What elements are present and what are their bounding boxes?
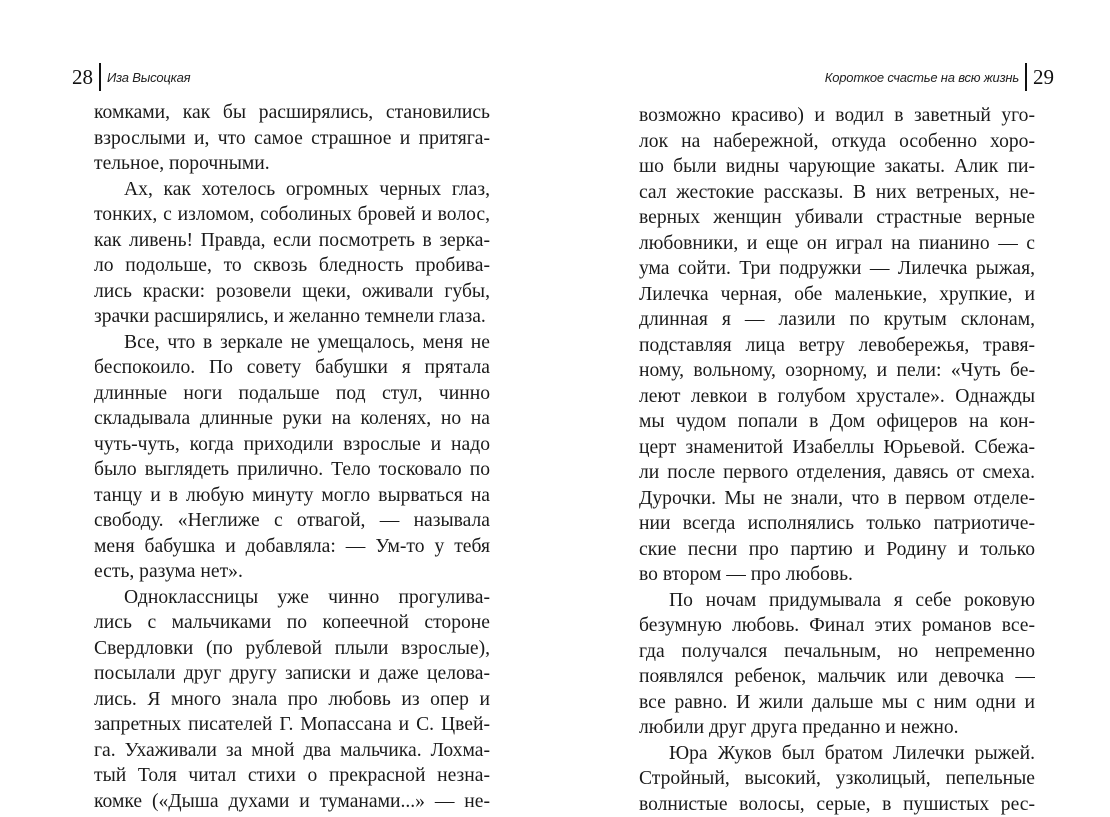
running-head-divider — [99, 63, 101, 91]
text-line: было выглядеть прилично. Тело тосковало по — [94, 457, 490, 483]
text-line: все равно. И жили дальше мы с ним одни и — [639, 690, 1035, 716]
text-line: зрачки расширялись, и желанно темнели глаза. — [94, 304, 490, 330]
right-running-head-title: Короткое счастье на всю жизнь — [825, 70, 1019, 85]
text-line: меня бабушка и добавляла: — Ум-то у тебя — [94, 534, 490, 560]
text-line: Одноклассницы уже чинно прогулива- — [94, 585, 490, 611]
right-page — [555, 0, 1110, 800]
text-line: Лилечка черная, обе маленькие, хрупкие, и — [639, 282, 1035, 308]
text-line: возможно красиво) и водил в заветный уго- — [639, 103, 1035, 129]
right-page-text — [639, 103, 1035, 817]
left-running-head — [72, 63, 190, 91]
right-page-number: 29 — [1033, 67, 1054, 88]
text-line: ло подольше, то сквозь бледность пробива- — [94, 253, 490, 279]
text-line: ские песни про партию и Родину и только — [639, 537, 1035, 563]
text-line: Юра Жуков был братом Лилечки рыжей. — [639, 741, 1035, 767]
text-line: длинная я — лазили по крутым склонам, — [639, 307, 1035, 333]
text-line: волнистые волосы, серые, в пушистых рес- — [639, 792, 1035, 817]
text-line: есть, разума нет». — [94, 559, 490, 585]
text-line: чуть-чуть, когда приходили взрослые и надо — [94, 432, 490, 458]
text-line: Дурочки. Мы не знали, что в первом отделе- — [639, 486, 1035, 512]
text-line: подставляя лица ветру левобережья, травя- — [639, 333, 1035, 359]
right-running-head — [825, 63, 1054, 91]
text-line: тельное, порочными. — [94, 151, 490, 177]
text-line: верных женщин убивали страстные верные — [639, 205, 1035, 231]
text-line: га. Ухаживали за мной два мальчика. Лохма- — [94, 738, 490, 764]
text-line: появлялся ребенок, мальчик или девочка — — [639, 664, 1035, 690]
text-line: Все, что в зеркале не умещалось, меня не — [94, 330, 490, 356]
text-line: сал жестокие рассказы. В них ветреных, не- — [639, 180, 1035, 206]
text-line: церт знаменитой Изабеллы Юрьевой. Сбежа- — [639, 435, 1035, 461]
text-line: комке («Дыша духами и туманами...» — не- — [94, 789, 490, 815]
text-line: беспокоило. По совету бабушки я прятала — [94, 355, 490, 381]
text-line: во втором — про любовь. — [639, 562, 1035, 588]
text-line: складывала длинные руки на коленях, но на — [94, 406, 490, 432]
text-line: как ливень! Правда, если посмотреть в зерка- — [94, 228, 490, 254]
text-line: Ах, как хотелось огромных черных глаз, — [94, 177, 490, 203]
text-line: любили друг друга преданно и нежно. — [639, 715, 1035, 741]
text-line: взрослыми и, что самое страшное и притяга- — [94, 126, 490, 152]
text-line: ли после первого отделения, давясь от смеха. — [639, 460, 1035, 486]
text-line: запретных писателей Г. Мопассана и С. Цвей- — [94, 712, 490, 738]
text-line: мы чудом попали в Дом офицеров на кон- — [639, 409, 1035, 435]
text-line: тонких, с изломом, соболиных бровей и волос, — [94, 202, 490, 228]
text-line: лись с мальчиками по копеечной стороне — [94, 610, 490, 636]
text-line: ному, вольному, озорному, и пели: «Чуть бе- — [639, 358, 1035, 384]
text-line: гда получался печальным, но непременно — [639, 639, 1035, 665]
text-line: ума сойти. Три подружки — Лилечка рыжая, — [639, 256, 1035, 282]
text-line: Стройный, высокий, узколицый, пепельные — [639, 766, 1035, 792]
text-line: лись. Я много знала про любовь из опер и — [94, 687, 490, 713]
text-line: посылали друг другу записки и даже целова- — [94, 661, 490, 687]
text-line: Свердловки (по рублевой плыли взрослые), — [94, 636, 490, 662]
text-line: лок на набережной, откуда особенно хоро- — [639, 129, 1035, 155]
text-line: свободу. «Неглиже с отвагой, — называла — [94, 508, 490, 534]
text-line: тый Толя читал стихи о прекрасной незна- — [94, 763, 490, 789]
text-line: шо были видны чарующие закаты. Алик пи- — [639, 154, 1035, 180]
text-line: любовники, и еще он играл на пианино — с — [639, 231, 1035, 257]
text-line: По ночам придумывала я себе роковую — [639, 588, 1035, 614]
left-page-text — [94, 100, 490, 814]
running-head-divider — [1025, 63, 1027, 91]
text-line: комками, как бы расширялись, становились — [94, 100, 490, 126]
left-page — [0, 0, 555, 800]
text-line: леют левкои в голубом хрустале». Однажды — [639, 384, 1035, 410]
text-line: длинные ноги подальше под стул, чинно — [94, 381, 490, 407]
text-line: лись краски: розовели щеки, оживали губы, — [94, 279, 490, 305]
text-line: танцу и в любую минуту могло вырваться на — [94, 483, 490, 509]
left-page-number: 28 — [72, 67, 93, 88]
left-running-head-title: Иза Высоцкая — [107, 70, 190, 85]
text-line: нии всегда исполнялись только патриотиче- — [639, 511, 1035, 537]
text-line: безумную любовь. Финал этих романов все- — [639, 613, 1035, 639]
